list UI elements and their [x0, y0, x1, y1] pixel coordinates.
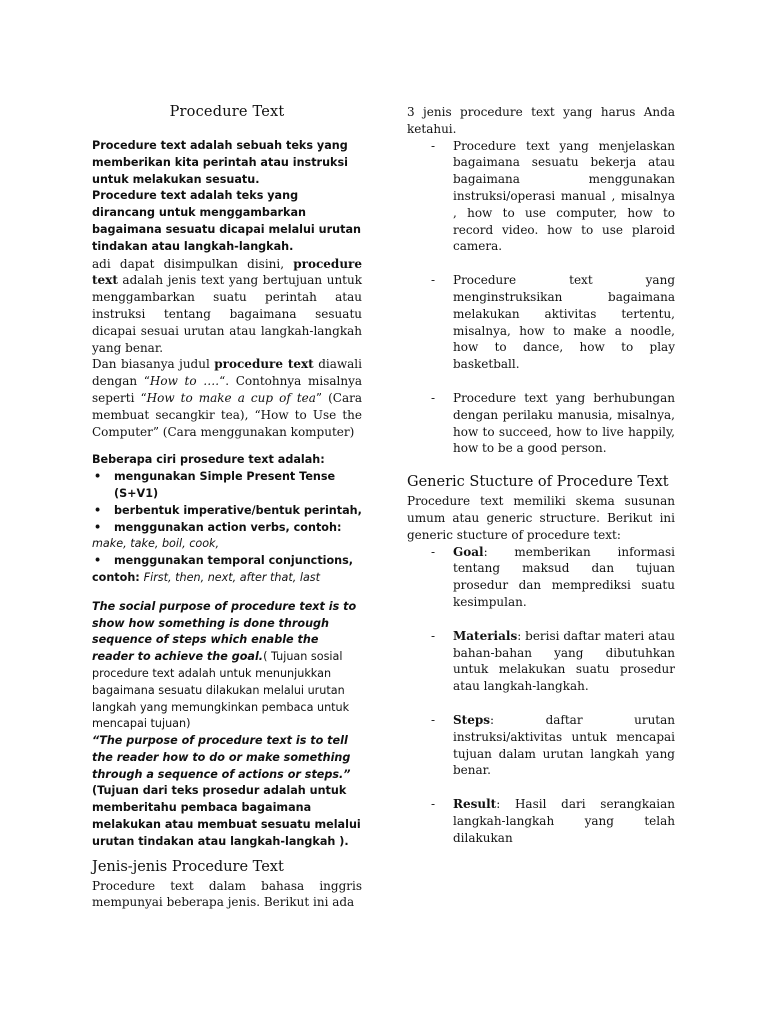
definition-1: Procedure text adalah sebuah teks yang memberikan kita perintah atau instruksi untuk melakukan sesuatu. — [92, 139, 348, 186]
title-text-g: ” (Cara membuat secangkir tea), “How to Use the Computer” (Cara menggunakan komputer) — [92, 390, 363, 439]
list-item: • berbentuk imperative/bentuk perintah, — [92, 503, 362, 520]
types-intro: Procedure text dalam bahasa inggris mempunyai beberapa jenis. Berikut ini ada — [92, 878, 362, 910]
list-item: - Procedure text yang menginstruksikan bagaimana melakukan aktivitas tertentu, misalnya, how to make a noodle, how to dance, how to play basketball. — [407, 272, 675, 373]
generic-structure-intro: Procedure text memiliki skema susunan umum atau generic structure. Berikut ini generic stucture of procedure text: — [407, 494, 675, 542]
title-text-a: Dan biasanya judul — [92, 357, 215, 372]
definition-2: Procedure text adalah teks yang dirancang untuk menggambarkan bagaimana sesuatu dicapai melalui urutan tindakan atau langkah-langkah. — [92, 189, 361, 253]
types-intro-continued: 3 jenis procedure text yang harus Anda ketahui. — [407, 105, 675, 136]
list-item: - Procedure text yang menjelaskan bagaimana sesuatu bekerja atau bagaimana menggunakan instruksi/operasi manual , misalnya , how to use computer, how to record video. how to use plaroid camera. — [407, 138, 675, 256]
characteristics-list — [92, 469, 362, 587]
right-column — [407, 104, 675, 846]
conclusion-paragraph — [92, 256, 362, 357]
generic-structure-heading: Generic Stucture of Procedure Text — [407, 474, 669, 491]
purpose-statement — [92, 733, 362, 783]
list-item: - Materials: berisi daftar materi atau bahan-bahan yang dibutuhkan untuk melakukan suatu prosedur atau langkah-langkah. — [407, 628, 675, 695]
title-paragraph — [92, 356, 362, 440]
title-term: procedure text — [214, 357, 314, 372]
social-purpose — [92, 599, 362, 733]
conclusion-text-c: adalah jenis text yang bertujuan untuk menggambarkan suatu perintah atau instruksi tentang bagaimana sesuatu dicapai sesuai urutan atau langkah-langkah yang benar. — [92, 273, 362, 355]
title-example-howto: How to …. — [149, 374, 220, 389]
conclusion-text-a: adi dapat disimpulkan disini, — [92, 256, 294, 271]
social-purpose-en: The social purpose of procedure text is to show how something is done through sequence of steps which enable the reader to achieve the goal. — [92, 599, 357, 664]
types-heading: Jenis-jenis Procedure Text — [92, 858, 284, 875]
list-item: - Steps: daftar urutan instruksi/aktivitas untuk mencapai tujuan dalam urutan langkah yang benar. — [407, 712, 675, 779]
title-text-e: “. Contohnya misalnya seperti “ — [92, 374, 363, 405]
list-item: - Result: Hasil dari serangkaian langkah-langkah yang telah dilakukan — [407, 796, 675, 846]
social-purpose-id: ( Tujuan sosial procedure text adalah untuk menunjukkan bagaimana sesuatu dilakukan melalui urutan langkah yang memungkinkan pembaca untuk mencapai tujuan) — [92, 650, 350, 731]
purpose-en: “The purpose of procedure text is to tell the reader how to do or make something through a sequence of actions or steps.” — [92, 734, 351, 781]
characteristics-heading: Beberapa ciri prosedure text adalah: — [92, 453, 325, 467]
list-item: - Procedure text yang berhubungan dengan perilaku manusia, misalnya, how to succeed, how to live happily, how to be a good person. — [407, 390, 675, 457]
purpose-translation: (Tujuan dari teks prosedur adalah untuk memberitahu pembaca bagaimana melakukan atau membuat sesuatu melalui urutan tindakan atau langkah-langkah ). — [92, 784, 361, 848]
page-title: Procedure Text — [169, 104, 285, 120]
list-item: • menggunakan temporal conjunctions, contoh: First, then, next, after that, last — [92, 553, 362, 587]
conclusion-term: procedure text — [92, 256, 362, 288]
title-text-c: diawali dengan “ — [92, 357, 362, 389]
title-example-tea: How to make a cup of tea — [146, 390, 316, 405]
types-list — [407, 138, 675, 458]
left-column — [92, 104, 362, 911]
list-item: - Goal: memberikan informasi tentang maksud dan tujuan prosedur dan memprediksi suatu kesimpulan. — [407, 544, 675, 611]
list-item: • menggunakan action verbs, contoh: make, take, boil, cook, — [92, 520, 362, 554]
list-item: • mengunakan Simple Present Tense (S+V1) — [92, 469, 362, 503]
structure-list — [407, 544, 675, 847]
